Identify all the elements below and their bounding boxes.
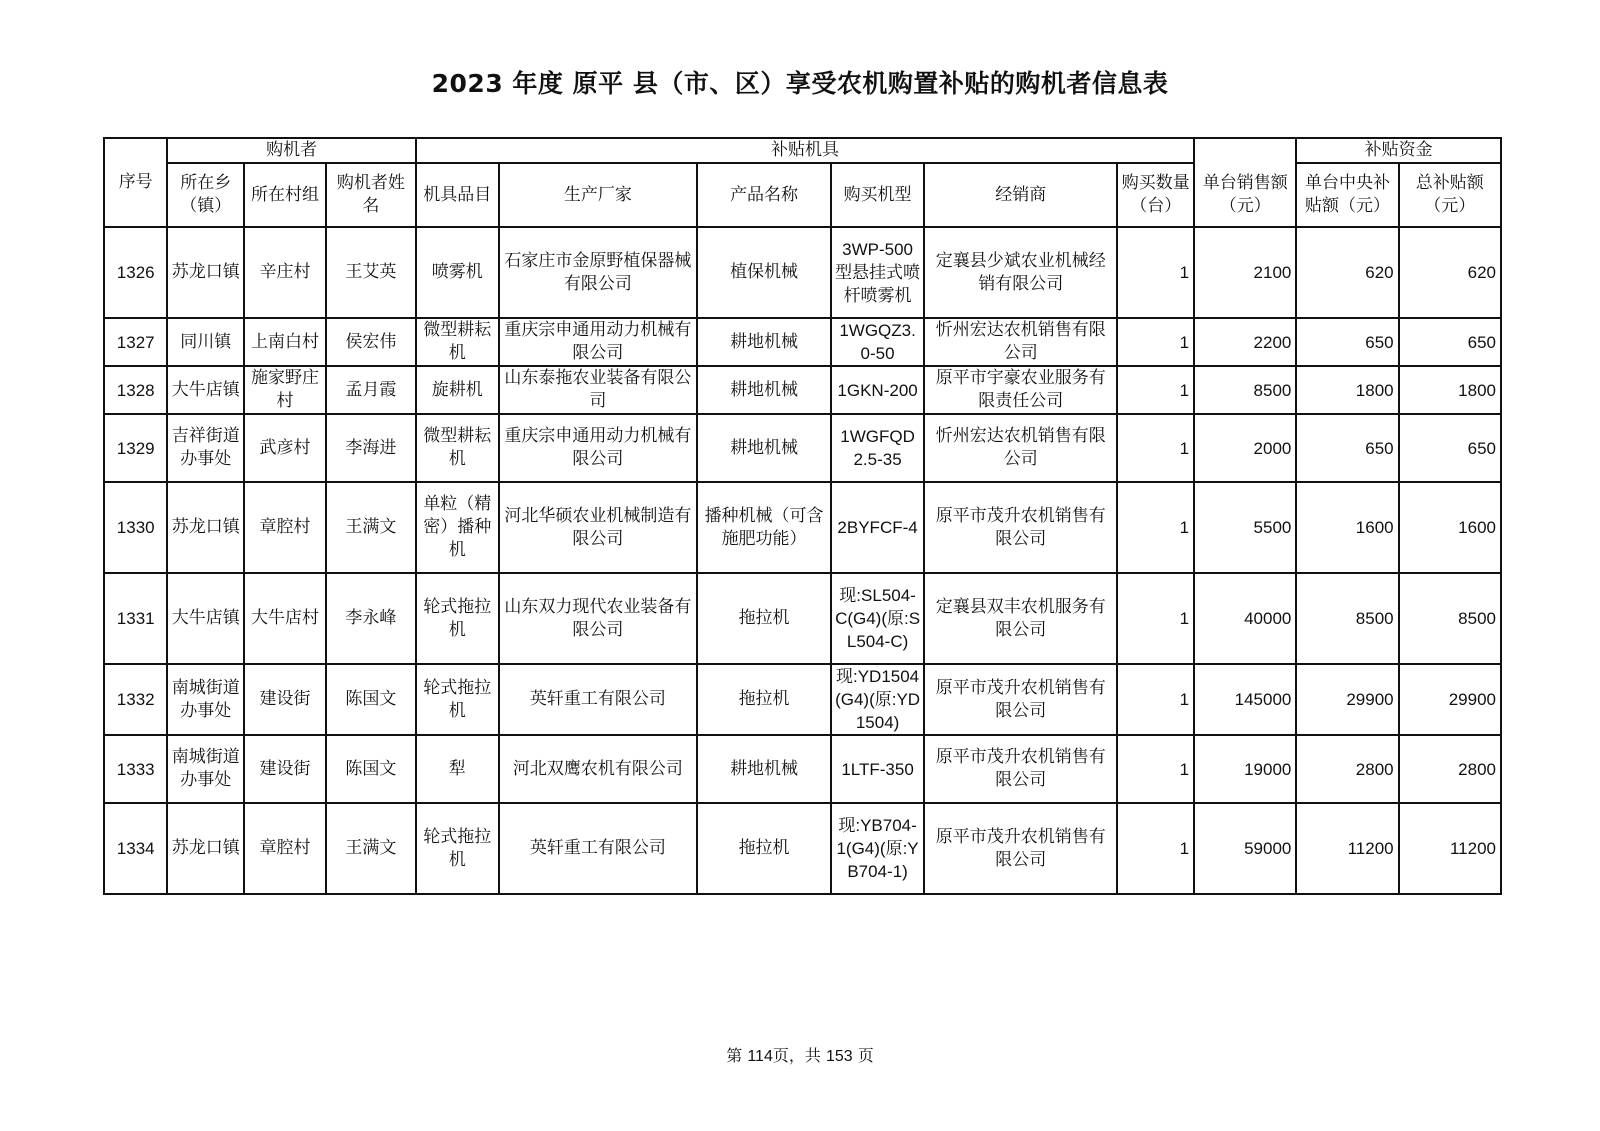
cell-central: 1800 bbox=[1296, 366, 1398, 414]
cell-category: 喷雾机 bbox=[416, 227, 499, 318]
cell-village: 辛庄村 bbox=[244, 227, 326, 318]
cell-name: 陈国文 bbox=[326, 735, 416, 803]
cell-model: 1GKN-200 bbox=[831, 366, 924, 414]
cell-dealer: 原平市茂升农机销售有限公司 bbox=[924, 735, 1117, 803]
cell-qty: 1 bbox=[1117, 414, 1194, 482]
header-model: 购买机型 bbox=[831, 163, 924, 227]
table-row bbox=[104, 735, 1501, 803]
group-header-row bbox=[104, 138, 1501, 163]
cell-total: 1800 bbox=[1399, 366, 1501, 414]
footer-middle: 页，共 bbox=[772, 1046, 821, 1065]
cell-dealer: 定襄县双丰农机服务有限公司 bbox=[924, 573, 1117, 664]
header-name: 购机者姓名 bbox=[326, 163, 416, 227]
table-row bbox=[104, 482, 1501, 573]
cell-dealer: 原平市宇豪农业服务有限责任公司 bbox=[924, 366, 1117, 414]
header-maker: 生产厂家 bbox=[499, 163, 697, 227]
cell-total: 29900 bbox=[1399, 664, 1501, 735]
cell-product: 拖拉机 bbox=[697, 573, 831, 664]
cell-town: 苏龙口镇 bbox=[167, 482, 244, 573]
table-row bbox=[104, 227, 1501, 318]
cell-total: 620 bbox=[1399, 227, 1501, 318]
cell-name: 李海进 bbox=[326, 414, 416, 482]
cell-central: 29900 bbox=[1296, 664, 1398, 735]
cell-central: 650 bbox=[1296, 414, 1398, 482]
cell-town: 大牛店镇 bbox=[167, 573, 244, 664]
cell-product: 耕地机械 bbox=[697, 735, 831, 803]
cell-name: 王艾英 bbox=[326, 227, 416, 318]
cell-qty: 1 bbox=[1117, 227, 1194, 318]
cell-maker: 河北双鹰农机有限公司 bbox=[499, 735, 697, 803]
cell-model: 现:YB704-1(G4)(原:YB704-1) bbox=[831, 803, 924, 894]
cell-seq: 1328 bbox=[104, 366, 167, 414]
cell-central: 620 bbox=[1296, 227, 1398, 318]
cell-name: 孟月霞 bbox=[326, 366, 416, 414]
footer-page-number: 114 bbox=[747, 1048, 773, 1065]
table-row bbox=[104, 318, 1501, 366]
cell-town: 同川镇 bbox=[167, 318, 244, 366]
cell-category: 轮式拖拉机 bbox=[416, 803, 499, 894]
table-row bbox=[104, 664, 1501, 735]
cell-price: 2000 bbox=[1194, 414, 1296, 482]
subsidy-table bbox=[103, 137, 1502, 895]
cell-town: 苏龙口镇 bbox=[167, 803, 244, 894]
cell-maker: 英轩重工有限公司 bbox=[499, 664, 697, 735]
header-qty: 购买数量（台） bbox=[1117, 163, 1194, 227]
cell-total: 11200 bbox=[1399, 803, 1501, 894]
header-price-label: 单台销售额（元） bbox=[1194, 163, 1296, 227]
cell-name: 王满文 bbox=[326, 803, 416, 894]
cell-product: 耕地机械 bbox=[697, 318, 831, 366]
cell-qty: 1 bbox=[1117, 366, 1194, 414]
cell-model: 1WGFQD2.5-35 bbox=[831, 414, 924, 482]
header-central: 单台中央补贴额（元） bbox=[1296, 163, 1398, 227]
cell-category: 轮式拖拉机 bbox=[416, 664, 499, 735]
cell-seq: 1331 bbox=[104, 573, 167, 664]
cell-maker: 英轩重工有限公司 bbox=[499, 803, 697, 894]
cell-seq: 1330 bbox=[104, 482, 167, 573]
group-header-buyer: 购机者 bbox=[167, 138, 416, 163]
cell-price: 2200 bbox=[1194, 318, 1296, 366]
cell-category: 单粒（精密）播种机 bbox=[416, 482, 499, 573]
cell-seq: 1327 bbox=[104, 318, 167, 366]
cell-town: 大牛店镇 bbox=[167, 366, 244, 414]
cell-price: 59000 bbox=[1194, 803, 1296, 894]
cell-dealer: 原平市茂升农机销售有限公司 bbox=[924, 482, 1117, 573]
cell-model: 现:SL504-C(G4)(原:SL504-C) bbox=[831, 573, 924, 664]
cell-price: 8500 bbox=[1194, 366, 1296, 414]
cell-price: 2100 bbox=[1194, 227, 1296, 318]
cell-central: 11200 bbox=[1296, 803, 1398, 894]
cell-category: 犁 bbox=[416, 735, 499, 803]
cell-town: 南城街道办事处 bbox=[167, 664, 244, 735]
header-town: 所在乡（镇） bbox=[167, 163, 244, 227]
cell-maker: 石家庄市金原野植保器械有限公司 bbox=[499, 227, 697, 318]
header-category: 机具品目 bbox=[416, 163, 499, 227]
cell-seq: 1332 bbox=[104, 664, 167, 735]
cell-qty: 1 bbox=[1117, 735, 1194, 803]
cell-price: 40000 bbox=[1194, 573, 1296, 664]
cell-product: 播种机械（可含施肥功能） bbox=[697, 482, 831, 573]
cell-central: 8500 bbox=[1296, 573, 1398, 664]
header-seq: 序号 bbox=[104, 138, 167, 227]
footer-prefix: 第 bbox=[726, 1046, 743, 1065]
cell-qty: 1 bbox=[1117, 482, 1194, 573]
cell-town: 苏龙口镇 bbox=[167, 227, 244, 318]
header-village: 所在村组 bbox=[244, 163, 326, 227]
cell-price: 19000 bbox=[1194, 735, 1296, 803]
cell-dealer: 原平市茂升农机销售有限公司 bbox=[924, 803, 1117, 894]
cell-category: 旋耕机 bbox=[416, 366, 499, 414]
cell-dealer: 定襄县少斌农业机械经销有限公司 bbox=[924, 227, 1117, 318]
cell-village: 施家野庄村 bbox=[244, 366, 326, 414]
cell-product: 耕地机械 bbox=[697, 414, 831, 482]
cell-seq: 1326 bbox=[104, 227, 167, 318]
cell-model: 1LTF-350 bbox=[831, 735, 924, 803]
cell-name: 侯宏伟 bbox=[326, 318, 416, 366]
footer-suffix: 页 bbox=[857, 1046, 874, 1065]
cell-model: 现:YD1504(G4)(原:YD1504) bbox=[831, 664, 924, 735]
header-dealer: 经销商 bbox=[924, 163, 1117, 227]
cell-model: 2BYFCF-4 bbox=[831, 482, 924, 573]
cell-seq: 1329 bbox=[104, 414, 167, 482]
cell-central: 1600 bbox=[1296, 482, 1398, 573]
cell-category: 微型耕耘机 bbox=[416, 318, 499, 366]
cell-category: 微型耕耘机 bbox=[416, 414, 499, 482]
cell-village: 建设街 bbox=[244, 664, 326, 735]
table-row bbox=[104, 803, 1501, 894]
group-header-funds: 补贴资金 bbox=[1296, 138, 1501, 163]
cell-total: 1600 bbox=[1399, 482, 1501, 573]
cell-seq: 1333 bbox=[104, 735, 167, 803]
cell-qty: 1 bbox=[1117, 318, 1194, 366]
column-header-row bbox=[104, 163, 1501, 227]
cell-name: 李永峰 bbox=[326, 573, 416, 664]
cell-village: 建设街 bbox=[244, 735, 326, 803]
cell-maker: 山东双力现代农业装备有限公司 bbox=[499, 573, 697, 664]
cell-maker: 山东泰拖农业装备有限公司 bbox=[499, 366, 697, 414]
table-body bbox=[104, 227, 1501, 894]
cell-price: 145000 bbox=[1194, 664, 1296, 735]
cell-town: 南城街道办事处 bbox=[167, 735, 244, 803]
header-price bbox=[1194, 138, 1296, 163]
cell-central: 650 bbox=[1296, 318, 1398, 366]
cell-village: 上南白村 bbox=[244, 318, 326, 366]
cell-dealer: 忻州宏达农机销售有限公司 bbox=[924, 414, 1117, 482]
header-product: 产品名称 bbox=[697, 163, 831, 227]
cell-village: 章腔村 bbox=[244, 482, 326, 573]
table-row bbox=[104, 414, 1501, 482]
cell-qty: 1 bbox=[1117, 664, 1194, 735]
cell-model: 3WP-500型悬挂式喷杆喷雾机 bbox=[831, 227, 924, 318]
cell-total: 8500 bbox=[1399, 573, 1501, 664]
footer-total-pages: 153 bbox=[825, 1048, 853, 1065]
cell-model: 1WGQZ3.0-50 bbox=[831, 318, 924, 366]
cell-dealer: 原平市茂升农机销售有限公司 bbox=[924, 664, 1117, 735]
table-row bbox=[104, 573, 1501, 664]
group-header-machine: 补贴机具 bbox=[416, 138, 1194, 163]
cell-village: 武彦村 bbox=[244, 414, 326, 482]
cell-dealer: 忻州宏达农机销售有限公司 bbox=[924, 318, 1117, 366]
cell-total: 2800 bbox=[1399, 735, 1501, 803]
cell-price: 5500 bbox=[1194, 482, 1296, 573]
cell-qty: 1 bbox=[1117, 573, 1194, 664]
header-total: 总补贴额（元） bbox=[1399, 163, 1501, 227]
cell-seq: 1334 bbox=[104, 803, 167, 894]
cell-maker: 重庆宗申通用动力机械有限公司 bbox=[499, 414, 697, 482]
cell-product: 拖拉机 bbox=[697, 803, 831, 894]
page-footer bbox=[0, 1043, 1600, 1066]
cell-product: 拖拉机 bbox=[697, 664, 831, 735]
cell-qty: 1 bbox=[1117, 803, 1194, 894]
table-row bbox=[104, 366, 1501, 414]
cell-product: 耕地机械 bbox=[697, 366, 831, 414]
cell-village: 章腔村 bbox=[244, 803, 326, 894]
page-title: 2023 年度 原平 县（市、区）享受农机购置补贴的购机者信息表 bbox=[431, 69, 1169, 98]
cell-name: 陈国文 bbox=[326, 664, 416, 735]
cell-maker: 重庆宗申通用动力机械有限公司 bbox=[499, 318, 697, 366]
cell-total: 650 bbox=[1399, 318, 1501, 366]
cell-village: 大牛店村 bbox=[244, 573, 326, 664]
cell-maker: 河北华硕农业机械制造有限公司 bbox=[499, 482, 697, 573]
cell-central: 2800 bbox=[1296, 735, 1398, 803]
cell-category: 轮式拖拉机 bbox=[416, 573, 499, 664]
cell-town: 吉祥街道办事处 bbox=[167, 414, 244, 482]
cell-total: 650 bbox=[1399, 414, 1501, 482]
cell-product: 植保机械 bbox=[697, 227, 831, 318]
cell-name: 王满文 bbox=[326, 482, 416, 573]
